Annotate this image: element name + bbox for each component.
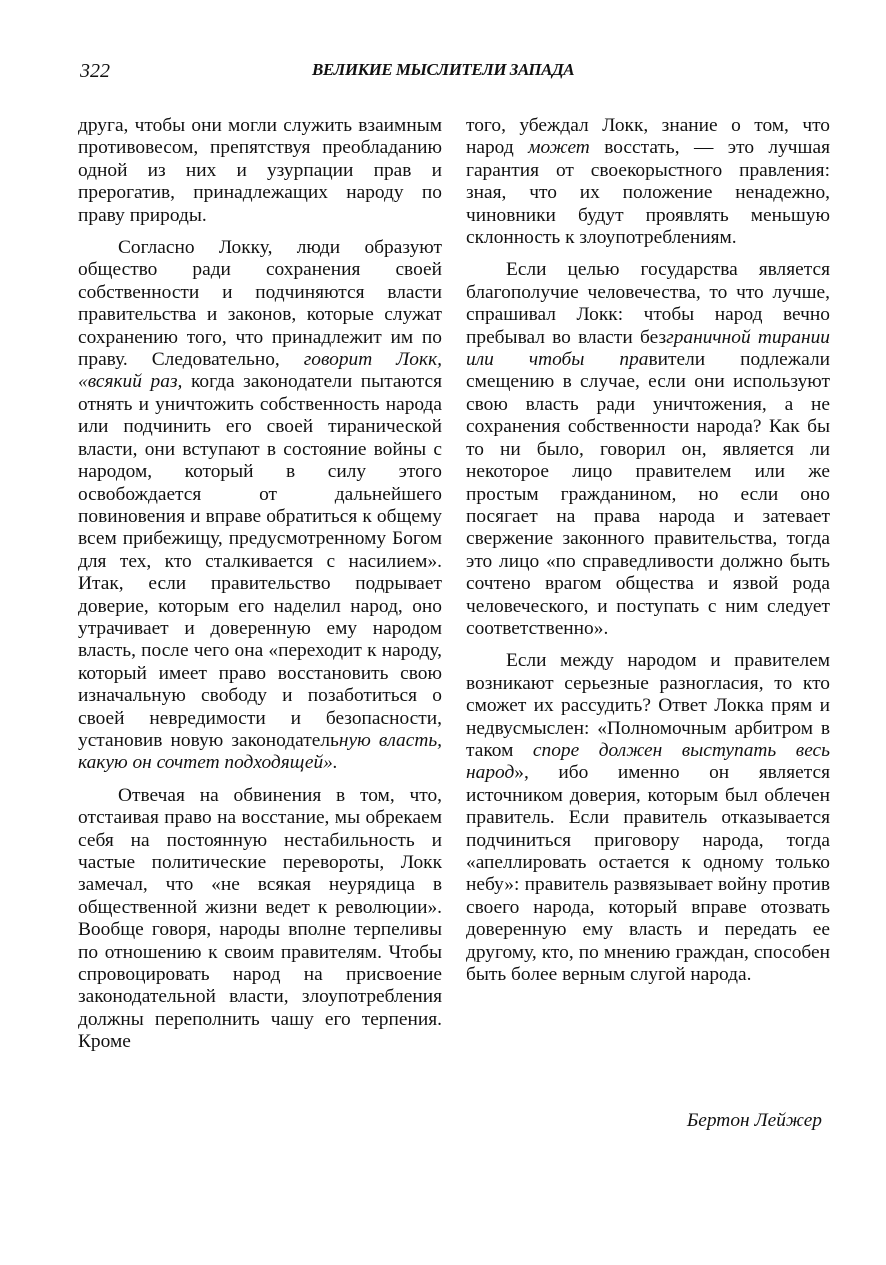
page-number: 322 [80, 60, 110, 82]
paragraph-5 [466, 259, 830, 640]
paragraph-4-text-b: восстать, — это лучшая гарантия от своекорыстного правления: зная, что их положение ненадежно, чиновники будут проявлять меньшую склонность к злоупотреблениям. [466, 137, 830, 249]
paragraph-4-text-a: того, убеждал Локк, знание о том, что народ [466, 115, 830, 159]
left-column [78, 115, 442, 1064]
right-column [466, 115, 830, 996]
paragraph-1: друга, чтобы они могли служить взаимным противовесом, препятствуя преобладанию одной из них и узурпации прав и прерогатив, принадлежащих народу по праву природы. [78, 115, 442, 226]
paragraph-3: Отвечая на обвинения в том, что, отстаивая право на восстание, мы обрекаем себя на постоянную нестабильность и частые политические перевороты, Локк замечал, что «не всякая неурядица в общественной жизни ведет к революции». Вообще говоря, народы вполне терпеливы по отношению к своим правителям. Чтобы спровоцировать народ на присвоение законодательной власти, злоупотребления должны переполнить чашу его терпения. Кроме [78, 784, 442, 1053]
paragraph-2-text-a: Согласно Локку, люди образуют общество ради сохранения своей собственности и подчиняются власти правительства и законов, которые служат сохранению того, что принадлежит им по праву. Следовательно, [78, 237, 442, 371]
paragraph-2-emphasis-1: говорит Локк, «всякий раз, [78, 349, 442, 393]
paragraph-4 [466, 115, 830, 249]
paragraph-6-text-a: Если между народом и правителем возникают серьезные разногласия, то кто сможет их рассудить? Ответ Локка прям и недвусмыслен: «Полномочным арбитром в таком [466, 650, 830, 761]
paragraph-5-text-a: Если целью государства является благополучие человечества, то что лучше, спрашивал Локк: чтобы народ вечно пребывал во власти без [466, 259, 830, 348]
paragraph-2 [78, 237, 442, 775]
paragraph-4-emphasis: может [528, 137, 590, 159]
paragraph-2-text-b: когда законодатели пытаются отнять и уничтожить собственность народа или подчинить его своей тиранической власти, они вступают в состояние войны с народом, который в силу этого освобождается от дальнейшего повиновения и вправе обратиться к общему всем прибежищу, предусмотренному Богом для тех, кто сталкивается с насилием». Итак, если правительство подрывает доверие, которым его наделил народ, оно утрачивает и доверенную ему народом власть, после чего она «переходит к народу, который имеет право восстановить свою изначальную свободу и позаботиться о своей невредимости и безопасности, установив новую законодатель [78, 371, 442, 751]
running-head: ВЕЛИКИЕ МЫСЛИТЕЛИ ЗАПАДА [312, 60, 575, 79]
paragraph-6 [466, 650, 830, 986]
paragraph-6-text-b: », ибо именно он является источником доверия, которым был облечен правитель. Если правитель отказывается подчиниться приговору народа, тогда «апеллировать остается к одному только небу»: правитель развязывает войну против своего народа, который вправе отозвать доверенную ему власть и передать ее другому, кто, по мнению граждан, способен быть более верным слугой народа. [466, 762, 830, 986]
paragraph-5-text-b: вители подлежали смещению в случае, если они используют свою власть ради уничтожения, а не сохранения собственности народа? Как бы то ни было, говорил он, является ли некоторое лицо правителем или же простым гражданином, но если оно посягает на права народа и затевает свержение законного правительства, тогда это лицо «по справедливости должно быть сочтено врагом общества и язвой рода человеческого, и поступать с ним следует соответственно». [466, 349, 830, 639]
paragraph-5-emphasis: граничной тирании или чтобы пра [466, 326, 830, 371]
author-signature: Бертон Лейжер [686, 1110, 822, 1131]
paragraph-6-emphasis: споре должен выступать весь народ [466, 739, 830, 784]
page-header [80, 60, 822, 88]
paragraph-2-emphasis-2: ную власть, какую он сочтет подходящей». [78, 729, 442, 774]
